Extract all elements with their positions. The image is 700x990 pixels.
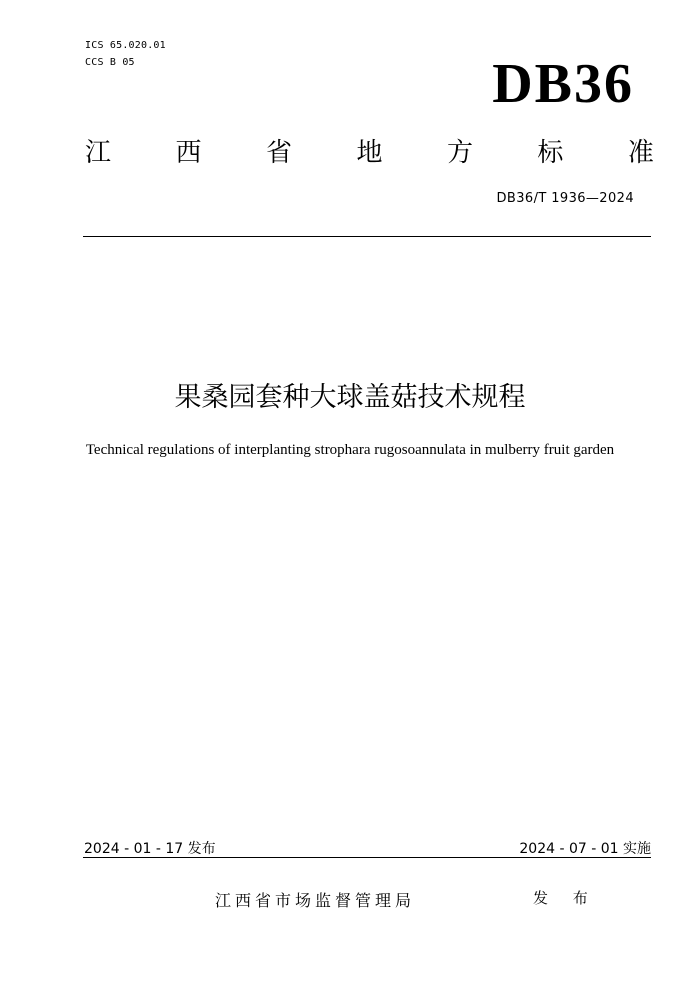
publish-label: 发 布 <box>533 889 598 907</box>
standard-type-title <box>85 136 654 170</box>
issuing-authority: 江西省市场监督管理局 <box>215 891 416 910</box>
standard-type-char: 西 <box>175 138 202 168</box>
standard-type-char: 江 <box>85 138 112 168</box>
ccs-code: CCS B 05 <box>85 57 135 68</box>
issue-date: 2024 - 01 - 17 发布 <box>84 841 216 857</box>
document-title-en: Technical regulations of interplanting strophara rugosoannulata in mulberry fruit garden <box>85 442 615 458</box>
standard-logo: DB36 <box>492 53 634 115</box>
standard-type-char: 标 <box>537 138 564 168</box>
classification-codes <box>85 37 166 71</box>
footer-divider <box>83 857 651 858</box>
document-title-cn: 果桑园套种大球盖菇技术规程 <box>174 382 526 413</box>
standard-number: DB36/T 1936—2024 <box>496 191 634 206</box>
header-divider <box>83 236 651 237</box>
ics-code: ICS 65.020.01 <box>85 40 166 51</box>
standard-type-char: 地 <box>356 138 383 168</box>
standard-type-char: 省 <box>265 138 292 168</box>
standard-type-char: 准 <box>627 138 654 168</box>
standard-type-char: 方 <box>446 138 473 168</box>
implementation-date: 2024 - 07 - 01 实施 <box>519 841 651 857</box>
